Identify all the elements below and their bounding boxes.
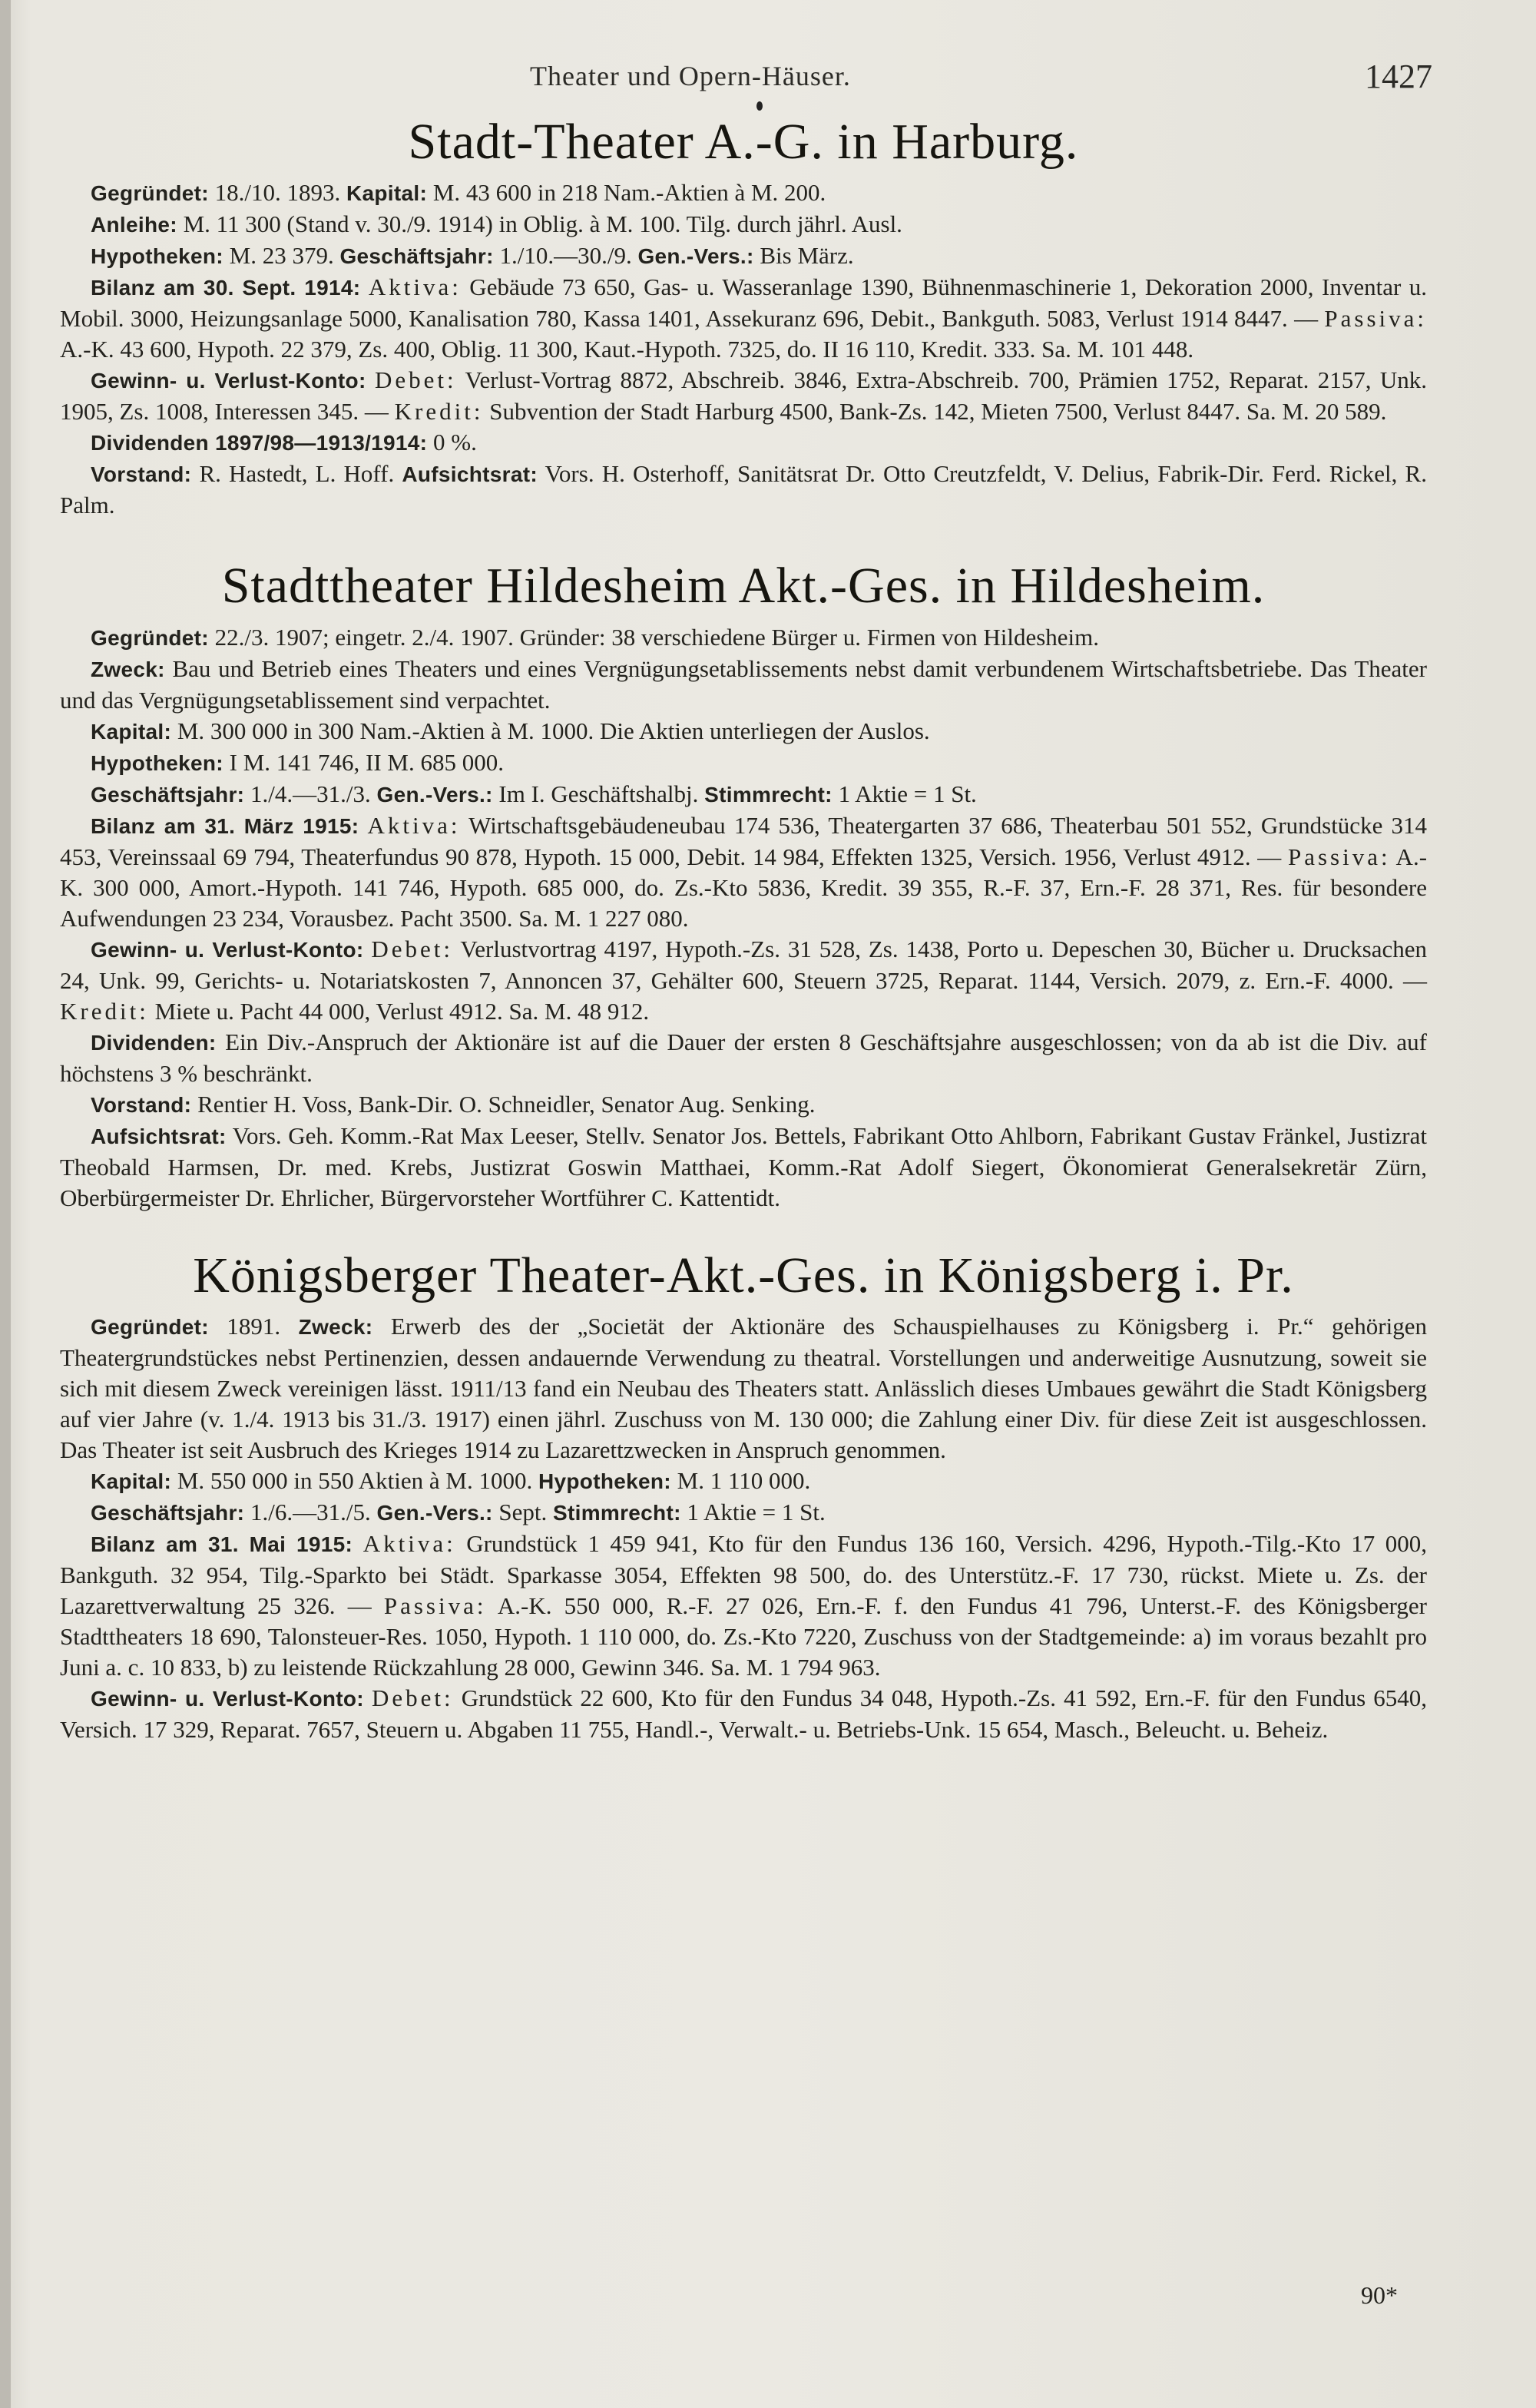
spaced-heading: Passiva: xyxy=(1324,305,1427,333)
field-text: M. 23 379. xyxy=(223,242,340,270)
article-paragraph xyxy=(60,1089,1427,1121)
field-text: Verlustvortrag 4197, Hypoth.-Zs. 31 528, Zs. 1438, Porto u. Depeschen 30, Bücher u. Drucksachen 24, Unk. 99, Gerichts- u. Notariatskosten 7, Annoncen 37, Gehälter 600, Steuern 3725, Reparat. 1144, Versich. 2079, z. Ern.-F. 4000. — xyxy=(60,935,1427,994)
spaced-heading: Aktiva: xyxy=(362,1529,456,1557)
field-text: Verlust-Vortrag 8872, Abschreib. 3846, Extra-Abschreib. 700, Prämien 1752, Reparat. 2157, Unk. 1905, Zs. 1008, Interessen 345. — xyxy=(60,366,1428,426)
spaced-heading: Debet: xyxy=(371,935,454,962)
field-label: Gegründet: xyxy=(91,1314,209,1339)
article xyxy=(60,559,1427,1213)
field-label: Bilanz am 31. Mai 1915: xyxy=(91,1532,353,1556)
field-text: M. 300 000 in 300 Nam.-Aktien à M. 1000. Die Aktien unterliegen der Auslos. xyxy=(171,717,930,744)
field-text: Rentier H. Voss, Bank-Dir. O. Schneidler, Senator Aug. Senking. xyxy=(191,1090,816,1118)
field-label: Geschäftsjahr: xyxy=(91,782,245,807)
field-label: Hypotheken: xyxy=(91,244,223,269)
field-text: 1./10.—30./9. xyxy=(493,242,638,270)
field-label: Bilanz am 31. März 1915: xyxy=(91,813,359,838)
article-paragraph xyxy=(60,1311,1427,1466)
article-paragraph xyxy=(60,459,1427,521)
page-number: 1427 xyxy=(1365,58,1432,95)
page-spine-shadow xyxy=(0,0,11,2408)
field-text: M. 550 000 in 550 Aktien à M. 1000. xyxy=(171,1466,538,1494)
field-text: Grundstück 22 600, Kto für den Fundus 34 048, Hypoth.-Zs. 41 592, Ern.-F. für den Fundus 6540, Versich. 17 329, Reparat. 7657, Steuern u. Abgaben 11 755, Handl.-, Verwalt.- u. Betriebs-Unk. 15 654, Masch., Beleucht. u. Beheiz. xyxy=(60,1684,1428,1743)
field-text: Im I. Geschäftshalbj. xyxy=(492,780,705,807)
article xyxy=(60,1249,1427,1745)
article-paragraph xyxy=(60,622,1427,654)
field-text: Subvention der Stadt Harburg 4500, Bank-Zs. 142, Mieten 7500, Verlust 8447. Sa. M. 20 589. xyxy=(483,398,1387,426)
field-label: Dividenden 1897/98—1913/1914: xyxy=(91,431,428,455)
article-paragraph xyxy=(60,1683,1427,1745)
article-paragraph xyxy=(60,240,1427,272)
field-label: Anleihe: xyxy=(91,213,177,237)
field-label: Gewinn- u. Verlust-Konto: xyxy=(91,937,364,962)
field-label: Geschäftsjahr: xyxy=(91,1500,245,1525)
article-paragraph xyxy=(60,934,1427,1027)
article-paragraph xyxy=(60,427,1427,459)
article-paragraph xyxy=(60,1027,1427,1089)
field-text: Miete u. Pacht 44 000, Verlust 4912. Sa. M. 48 912. xyxy=(148,997,650,1025)
article-paragraph xyxy=(60,1529,1427,1683)
field-label: Hypotheken: xyxy=(91,750,223,775)
field-label: Zweck: xyxy=(91,657,165,681)
field-label: Gegründet: xyxy=(91,181,209,206)
field-text: 0 %. xyxy=(427,429,477,456)
field-text: Gebäude 73 650, Gas- u. Wasseranlage 1390, Bühnenmaschinerie 1, Dekoration 2000, Inventar u. Mobil. 3000, Heizungsanlage 5000, Kanalisation 780, Kassa 1401, Assekuranz 696, Debit., Bankguth. 5083, Verlust 1914 8447. — xyxy=(60,273,1427,333)
running-title: Theater und Opern-Häuser. xyxy=(530,61,851,91)
field-label: Kapital: xyxy=(91,1469,172,1493)
field-text: M. 11 300 (Stand v. 30./9. 1914) in Oblig. à M. 100. Tilg. durch jährl. Ausl. xyxy=(177,210,902,238)
field-text: 1 Aktie = 1 St. xyxy=(832,780,977,807)
article-paragraph xyxy=(60,272,1427,365)
spaced-heading: Aktiva: xyxy=(367,811,461,839)
signature-mark: 90* xyxy=(1361,2281,1398,2309)
field-label: Aufsichtsrat: xyxy=(402,462,538,487)
field-text: 1 Aktie = 1 St. xyxy=(680,1498,826,1525)
field-label: Stimmrecht: xyxy=(553,1500,681,1525)
field-label: Gen.-Vers.: xyxy=(376,782,493,807)
field-text: M. 43 600 in 218 Nam.-Aktien à M. 200. xyxy=(427,179,826,207)
field-text xyxy=(366,366,375,393)
spaced-heading: Passiva: xyxy=(383,1592,487,1619)
spaced-heading: Aktiva: xyxy=(368,273,462,301)
article-paragraph xyxy=(60,209,1427,240)
field-label: Kapital: xyxy=(346,181,428,206)
field-text: Erwerb des der „Societät der Aktionäre des Schauspielhauses zu Königsberg i. Pr.“ gehörigen Theatergrundstückes nebst Pertinenzien, dessen andauernde Verwendung zu theatral. Vorstellungen und anderweitige Ausnutzung, soweit sie sich mit diesem Zweck vereinigen lässt. 1911/13 fand ein Neubau des Theaters statt. Anlässlich dieses Umbaues gewährt die Stadt Königsberg auf vier Jahre (v. 1./4. 1913 bis 31./3. 1917) einen jährl. Zuschuss von M. 130 000; die Zahlung einer Div. für diese Zeit ist ausgeschlossen. Das Theater ist seit Ausbruch des Krieges 1914 zu Lazarettzwecken in Anspruch genommen. xyxy=(60,1312,1427,1463)
ornament-dot xyxy=(756,101,763,111)
field-text: 1./4.—31./3. xyxy=(244,780,377,807)
page-body xyxy=(60,115,1427,1745)
field-text xyxy=(353,1530,363,1557)
field-label: Aufsichtsrat: xyxy=(91,1124,227,1148)
field-text: Vors. H. Osterhoff, Sanitätsrat Dr. Otto Creutzfeldt, V. Delius, Fabrik-Dir. Ferd. Rickel, R. Palm. xyxy=(60,460,1427,519)
field-text xyxy=(360,273,368,300)
field-label: Gen.-Vers.: xyxy=(637,244,754,269)
article-paragraph xyxy=(60,654,1427,716)
field-label: Vorstand: xyxy=(91,1092,192,1117)
field-text: R. Hastedt, L. Hoff. xyxy=(191,460,402,488)
article-title: Stadttheater Hildesheim Akt.-Ges. in Hildesheim. xyxy=(221,558,1266,614)
article-title: Königsberger Theater-Akt.-Ges. in Königsberg i. Pr. xyxy=(193,1247,1294,1303)
article-paragraph xyxy=(60,779,1427,810)
field-text: 1891. xyxy=(208,1312,299,1340)
field-label: Geschäftsjahr: xyxy=(339,244,494,269)
field-label: Kapital: xyxy=(91,719,172,744)
field-text: A.-K. 550 000, R.-F. 27 026, Ern.-F. f. den Fundus 41 796, Unterst.-F. des Königsberger Stadttheaters 18 690, Talonsteuer-Res. 1050, Hypoth. 1 110 000, do. Zs.-Kto 7220, Zuschuss von der Stadtgemeinde: a) im voraus bezahlt pro Juni a. c. 10 833, b) zu leistende Rückzahlung 28 000, Gewinn 346. Sa. M. 1 794 963. xyxy=(60,1592,1427,1681)
field-label: Gegründet: xyxy=(91,625,209,650)
field-label: Gewinn- u. Verlust-Konto: xyxy=(91,1686,364,1711)
field-text: A.-K. 43 600, Hypoth. 22 379, Zs. 400, Oblig. 11 300, Kaut.-Hypoth. 7325, do. II 16 110, Kredit. 333. Sa. M. 101 448. xyxy=(60,336,1194,363)
article-paragraph xyxy=(60,1497,1427,1529)
field-label: Gen.-Vers.: xyxy=(376,1500,493,1525)
field-text: I M. 141 746, II M. 685 000. xyxy=(223,748,504,776)
field-text: Wirtschaftsgebäudeneubau 174 536, Theatergarten 37 686, Theaterbau 501 552, Grundstücke 314 453, Vereinssaal 69 794, Theaterfundus 90 878, Hypoth. 15 000, Debit. 14 984, Effekten 1325, Versich. 1956, Verlust 4912. — xyxy=(60,811,1428,870)
field-label: Gewinn- u. Verlust-Konto: xyxy=(91,369,366,393)
article-paragraph xyxy=(60,365,1427,427)
field-label: Stimmrecht: xyxy=(704,782,833,807)
field-label: Vorstand: xyxy=(91,462,192,487)
article-paragraph xyxy=(60,747,1427,779)
field-text: 22./3. 1907; eingetr. 2./4. 1907. Gründer: 38 verschiedene Bürger u. Firmen von Hildesheim. xyxy=(208,623,1100,651)
field-label: Bilanz am 30. Sept. 1914: xyxy=(91,276,361,300)
article xyxy=(60,115,1427,521)
article-paragraph xyxy=(60,1466,1427,1497)
spaced-heading: Debet: xyxy=(375,366,457,394)
field-text xyxy=(364,1684,372,1711)
field-text: Grundstück 1 459 941, Kto für den Fundus 136 160, Versich. 4296, Hypoth.-Tilg.-Kto 17 000, Bankguth. 32 954, Tilg.-Sparkto bei Städt. Sparkasse 3054, Effekten 98 500, do. des Unterstütz.-F. 17 730, rückst. Miete u. Zs. der Lazarettverwaltung 25 326. — xyxy=(60,1529,1428,1619)
field-label: Dividenden: xyxy=(91,1030,217,1055)
running-head xyxy=(0,60,1536,98)
article-paragraph xyxy=(60,716,1427,747)
spaced-heading: Debet: xyxy=(371,1684,454,1711)
field-label: Zweck: xyxy=(298,1314,373,1339)
field-text xyxy=(364,936,372,962)
field-text: M. 1 110 000. xyxy=(670,1466,811,1494)
spaced-heading: Kredit: xyxy=(394,398,484,426)
field-text: Vors. Geh. Komm.-Rat Max Leeser, Stellv. Senator Jos. Bettels, Fabrikant Otto Ahlborn, Fabrikant Gustav Fränkel, Justizrat Theobald Harmsen, Dr. med. Krebs, Justizrat Goswin Matthaei, Komm.-Rat Adolf Siegert, Ökonomierat Generalsekretär Zürn, Oberbürgermeister Dr. Ehrlicher, Bürgervorsteher Wortführer C. Kattentidt. xyxy=(60,1121,1427,1211)
field-label: Hypotheken: xyxy=(538,1469,671,1493)
field-text: A.-K. 300 000, Amort.-Hypoth. 141 746, Hypoth. 685 000, do. Zs.-Kto 5836, Kredit. 39 355, R.-F. 37, Ern.-F. 28 371, Res. für besondere Aufwendungen 23 234, Vorausbez. Pacht 3500. Sa. M. 1 227 080. xyxy=(60,843,1428,932)
field-text: Bau und Betrieb eines Theaters und eines Vergnügungsetablissements nebst damit verbundenem Wirtschaftsbetriebe. Das Theater und das Vergnügungsetablissement sind verpachtet. xyxy=(60,654,1427,714)
article-paragraph xyxy=(60,177,1427,209)
field-text: 1./6.—31./5. xyxy=(244,1498,377,1525)
field-text: Ein Div.-Anspruch der Aktionäre ist auf die Dauer der ersten 8 Geschäftsjahre ausgeschlossen; von da ab ist die Div. auf höchstens 3 % beschränkt. xyxy=(60,1028,1427,1087)
field-text: Sept. xyxy=(492,1498,554,1525)
article-paragraph xyxy=(60,810,1427,934)
field-text: Bis März. xyxy=(753,242,854,270)
article-title: Stadt-Theater A.-G. in Harburg. xyxy=(408,114,1079,170)
article-paragraph xyxy=(60,1121,1427,1214)
spaced-heading: Kredit: xyxy=(60,997,149,1025)
field-text xyxy=(359,812,367,839)
field-text: 18./10. 1893. xyxy=(208,179,347,207)
spaced-heading: Passiva: xyxy=(1287,843,1391,870)
